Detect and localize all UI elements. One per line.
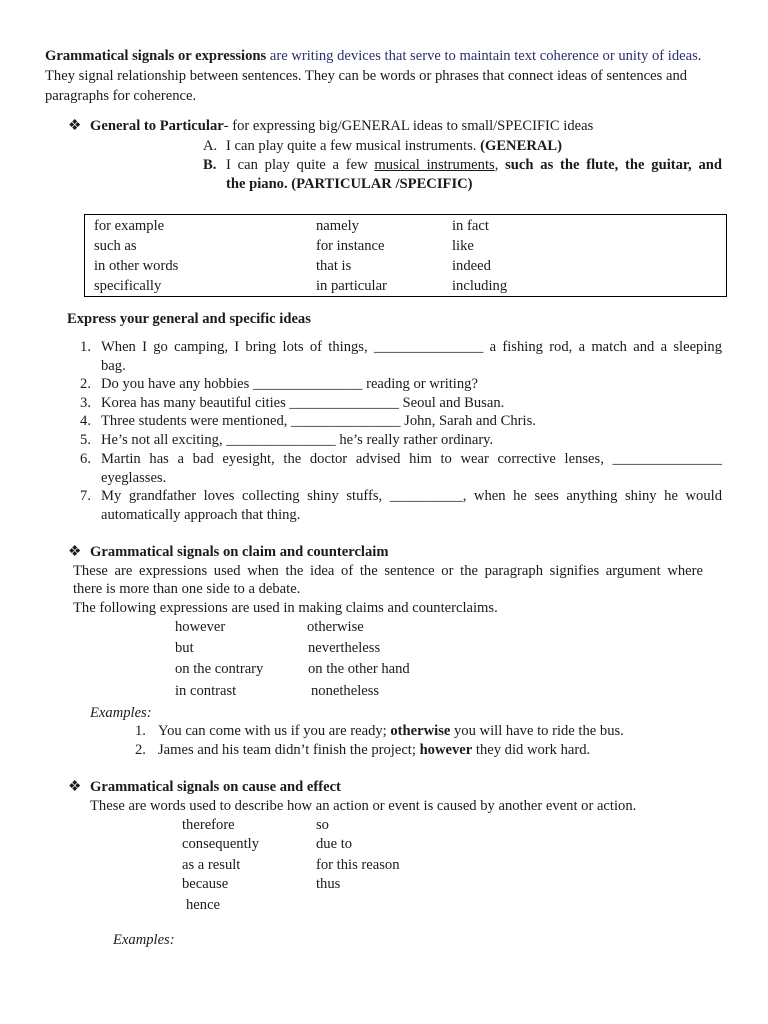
diamond-bullet-icon: ❖ (68, 544, 82, 560)
exercise-number: 5. (80, 432, 91, 448)
section3-title: Grammatical signals on cause and effect (90, 779, 341, 795)
example-number: 1. (135, 723, 146, 739)
cause-word: consequently (182, 836, 260, 852)
exercise-number: 1. (80, 339, 91, 355)
diamond-bullet-icon: ❖ (68, 118, 82, 134)
cause-word: as a result (182, 857, 241, 873)
intro-definition-part2: . They signal relationship between sentences. They can be words or phrases that connect ideas of sentences and paragraphs for coherence. (45, 48, 702, 104)
exercise-line1: He’s not all exciting, _______________ he’s really rather ordinary. (101, 432, 494, 448)
table-cell: namely (316, 218, 359, 234)
exercise-line1: When I go camping, I bring lots of things, _______________ a fishing rod, a match and a sleeping (101, 339, 722, 355)
exercise-line1: Korea has many beautiful cities _______________ Seoul and Busan. (101, 395, 505, 411)
table-cell: such as (94, 238, 137, 254)
claim-example (158, 722, 624, 741)
intro-definition-part1: are writing devices that serve to maintain text coherence or unity of ideas (266, 48, 698, 64)
section2-desc-line1: These are expressions used when the idea of the sentence or the paragraph signifies argument where (73, 563, 703, 579)
exercise-item (101, 487, 722, 525)
section2-title: Grammatical signals on claim and counterclaim (90, 544, 389, 560)
section1-heading (90, 117, 593, 136)
exercise-line2: automatically approach that thing. (101, 507, 301, 523)
claim-word: but (175, 640, 194, 656)
claim-word: otherwise (307, 619, 364, 635)
exercise-item (101, 338, 722, 376)
claim-example-post: they did work hard. (472, 742, 591, 758)
table-cell: for example (94, 218, 165, 234)
cause-word: for this reason (316, 857, 400, 873)
section2-examples-label: Examples: (90, 705, 152, 721)
exercise-line1: Do you have any hobbies _______________ reading or writing? (101, 376, 478, 392)
exercise-item (101, 412, 722, 431)
claim-word: on the other hand (308, 661, 410, 677)
example-a-tag: (GENERAL) (480, 138, 562, 154)
expressions-table (84, 214, 727, 297)
claim-example-keyword: however (419, 742, 473, 758)
exercise-item (101, 431, 722, 450)
section1-title: General to Particular (90, 118, 224, 134)
table-cell: in fact (452, 218, 489, 234)
example-b-line1 (226, 156, 722, 175)
table-cell: including (452, 278, 508, 294)
claim-word: on the contrary (175, 661, 264, 677)
exercise-number: 6. (80, 451, 91, 467)
intro-term: Grammatical signals or expressions (45, 48, 267, 64)
intro-paragraph (45, 46, 725, 106)
claim-word: nonetheless (311, 683, 380, 699)
table-cell: indeed (452, 258, 491, 274)
example-b-underlined: musical instruments (374, 157, 495, 173)
example-a (226, 137, 562, 156)
cause-word: therefore (182, 817, 235, 833)
claim-word: in contrast (175, 683, 237, 699)
table-cell: specifically (94, 278, 162, 294)
claim-word: nevertheless (308, 640, 381, 656)
claim-example-post: you will have to ride the bus. (450, 723, 624, 739)
table-cell: in particular (316, 278, 387, 294)
cause-word: because (182, 876, 229, 892)
claim-example-pre: James and his team didn’t finish the project; (158, 742, 420, 758)
claim-example-keyword: otherwise (390, 723, 451, 739)
exercise-title: Express your general and specific ideas (67, 311, 311, 327)
exercise-line1: My grandfather loves collecting shiny stuffs, __________, when he sees anything shiny he would (101, 488, 722, 504)
table-cell: for instance (316, 238, 385, 254)
exercise-line1: Three students were mentioned, _______________ John, Sarah and Chris. (101, 413, 536, 429)
cause-word: so (316, 817, 329, 833)
example-b-line2: the piano. (PARTICULAR /SPECIFIC) (226, 176, 473, 192)
claim-example (158, 741, 590, 760)
exercise-item (101, 375, 722, 394)
exercise-number: 4. (80, 413, 91, 429)
example-b-marker: B. (203, 157, 217, 173)
table-cell: in other words (94, 258, 179, 274)
example-b-text-pre: I can play quite a few (226, 157, 375, 173)
exercise-line1: Martin has a bad eyesight, the doctor advised him to wear corrective lenses, _______________ (101, 451, 722, 467)
section3-examples-label: Examples: (113, 932, 175, 948)
table-cell: that is (316, 258, 352, 274)
exercise-line2: eyeglasses. (101, 470, 167, 486)
example-number: 2. (135, 742, 146, 758)
cause-word: hence (186, 897, 221, 913)
section1-title-rest: - for expressing big/GENERAL ideas to small/SPECIFIC ideas (223, 118, 594, 134)
cause-word: due to (316, 836, 353, 852)
exercise-item (101, 450, 722, 488)
claim-word: however (175, 619, 226, 635)
exercise-item (101, 394, 722, 413)
exercise-number: 7. (80, 488, 91, 504)
exercise-line2: bag. (101, 358, 126, 374)
table-cell: like (452, 238, 474, 254)
section2-desc-line2: there is more than one side to a debate. (73, 581, 301, 597)
example-b-bold-rest: such as the flute, the guitar, and (505, 157, 722, 173)
section3-desc: These are words used to describe how an action or event is caused by another event or action. (90, 798, 637, 814)
claim-example-pre: You can come with us if you are ready; (158, 723, 391, 739)
section2-desc-line3: The following expressions are used in making claims and counterclaims. (73, 600, 498, 616)
diamond-bullet-icon: ❖ (68, 779, 82, 795)
example-a-text: I can play quite a few musical instruments. (226, 138, 481, 154)
exercise-number: 2. (80, 376, 91, 392)
example-a-marker: A. (203, 138, 218, 154)
exercise-number: 3. (80, 395, 91, 411)
example-b-text-mid: , (494, 157, 506, 173)
cause-word: thus (316, 876, 341, 892)
